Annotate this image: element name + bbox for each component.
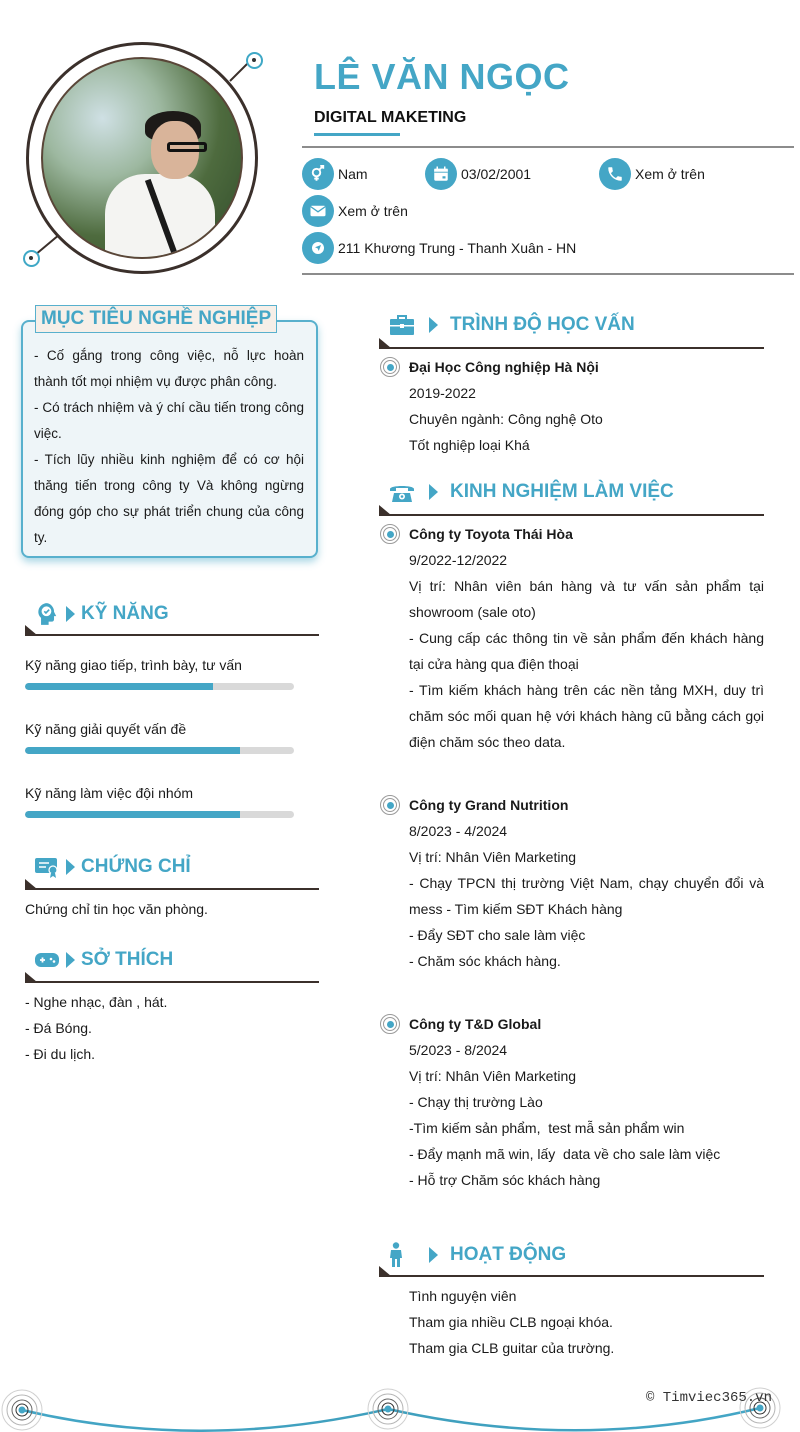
skill-label: Kỹ năng làm việc đội nhóm <box>25 785 194 801</box>
footer-copyright[interactable]: © Timviec365.vn <box>645 1390 772 1406</box>
objective-line: - Cố gắng trong công việc, nỗ lực hoàn thành tốt mọi nhiệm vụ được phân công. <box>34 348 304 389</box>
phone-icon <box>599 158 631 190</box>
job-detail: - Đẩy SĐT cho sale làm việc <box>409 927 586 943</box>
briefcase-icon <box>388 314 416 336</box>
gamepad-icon <box>34 949 60 971</box>
job-detail: - Chăm sóc khách hàng. <box>409 953 561 969</box>
contact-address <box>302 232 576 264</box>
phone-value: Xem ở trên <box>635 166 705 182</box>
job-detail: - Hỗ trợ Chăm sóc khách hàng <box>409 1172 601 1188</box>
job-period: 8/2023 - 4/2024 <box>409 823 508 839</box>
contact-gender <box>302 158 368 190</box>
hobby-item: - Nghe nhạc, đàn , hát. <box>25 994 168 1010</box>
company-name: Công ty Toyota Thái Hòa <box>409 526 573 542</box>
activities-heading <box>388 1242 566 1268</box>
skill-bar <box>25 811 294 818</box>
hobby-item: - Đá Bóng. <box>25 1020 92 1036</box>
target-icon <box>368 1389 408 1429</box>
contact-phone <box>599 158 705 190</box>
activities-divider <box>379 1275 764 1277</box>
certificates-heading <box>34 855 191 879</box>
experience-entry <box>409 792 764 974</box>
job-detail: Vị trí: Nhân Viên Marketing <box>409 849 577 865</box>
email-value: Xem ở trên <box>338 203 408 219</box>
experience-divider <box>379 514 764 516</box>
experience-heading <box>388 481 674 503</box>
section-arrow-icon <box>429 484 438 500</box>
job-detail: - Tìm kiếm khách hàng trên các nền tảng MXH, duy trì chăm sóc mối quan hệ với khách hàng cũ bằng cách gọi điện chăm sóc theo data. <box>409 682 764 750</box>
timeline-bullet-icon <box>380 524 400 544</box>
job-detail: - Cung cấp các thông tin về sản phẩm đến khách hàng tại cửa hàng qua điện thoại <box>409 630 764 672</box>
experience-entry <box>409 1011 764 1193</box>
hobby-item: - Đi du lịch. <box>25 1046 96 1062</box>
skills-title: KỸ NĂNG <box>81 603 169 624</box>
job-detail: - Đẩy mạnh mã win, lấy data về cho sale làm việc <box>409 1146 721 1162</box>
hobbies-heading <box>34 949 173 971</box>
timeline-bullet-icon <box>380 357 400 377</box>
skills-heading <box>34 601 169 627</box>
job-detail: -Tìm kiếm sản phẩm, test mẫ sản phẩm win <box>409 1120 685 1136</box>
job-detail: - Chạy TPCN thị trường Việt Nam, chạy chuyển đổi và mess - Tìm kiếm SĐT Khách hàng <box>409 875 764 917</box>
skill-bar <box>25 747 294 754</box>
education-major: Chuyên ngành: Công nghệ Oto <box>409 411 603 427</box>
company-name: Công ty Grand Nutrition <box>409 797 569 813</box>
objective-text <box>34 343 304 551</box>
candidate-name: LÊ VĂN NGỌC <box>314 56 570 97</box>
activities-list <box>409 1283 614 1361</box>
gender-value: Nam <box>338 166 368 182</box>
skills-divider <box>25 634 319 636</box>
telephone-desk-icon <box>388 481 416 503</box>
activity-item: Tình nguyện viên <box>409 1288 517 1304</box>
activity-item: Tham gia nhiều CLB ngoại khóa. <box>409 1314 613 1330</box>
section-arrow-icon <box>66 606 75 622</box>
certificates-divider <box>25 888 319 890</box>
objective-title: MỤC TIÊU NGHỀ NGHIỆP <box>35 305 277 333</box>
calendar-icon <box>425 158 457 190</box>
brain-check-icon <box>34 601 60 627</box>
education-heading <box>388 314 635 336</box>
avatar-node-bottom <box>23 250 40 267</box>
section-arrow-icon <box>429 1247 438 1263</box>
job-title-underline <box>314 133 400 136</box>
email-icon <box>302 195 334 227</box>
hobbies-title: SỞ THÍCH <box>81 949 174 970</box>
education-title: TRÌNH ĐỘ HỌC VẤN <box>450 314 635 335</box>
person-icon <box>388 1242 404 1268</box>
avatar-node-top <box>246 52 263 69</box>
experience-entry <box>409 521 764 755</box>
job-title: DIGITAL MAKETING <box>314 109 467 126</box>
certificates-title: CHỨNG CHỈ <box>81 856 191 877</box>
hobbies-list <box>25 989 167 1067</box>
job-detail: Vị trí: Nhân Viên Marketing <box>409 1068 577 1084</box>
contact-divider-bottom <box>302 273 794 275</box>
hobbies-divider <box>25 981 319 983</box>
contact-email <box>302 195 408 227</box>
section-arrow-icon <box>66 859 75 875</box>
objective-line: - Có trách nhiệm và ý chí cầu tiến trong công việc. <box>34 400 304 441</box>
skill-label: Kỹ năng giao tiếp, trình bày, tư vấn <box>25 657 242 673</box>
contact-divider-top <box>302 146 794 148</box>
address-value: 211 Khương Trung - Thanh Xuân - HN <box>338 240 577 256</box>
target-icon <box>2 1390 42 1430</box>
footer-wave <box>0 1380 800 1432</box>
certificate-item: Chứng chỉ tin học văn phòng. <box>25 901 208 917</box>
location-icon <box>302 232 334 264</box>
contact-birthday <box>425 158 531 190</box>
section-arrow-icon <box>66 952 75 968</box>
job-detail: Vị trí: Nhân viên bán hàng và tư vấn sản phẩm tại showroom (sale oto) <box>409 578 764 620</box>
avatar <box>41 57 243 259</box>
activities-title: HOẠT ĐỘNG <box>450 1244 567 1265</box>
experience-title: KINH NGHIỆM LÀM VIỆC <box>450 481 674 502</box>
skill-label: Kỹ năng giải quyết vấn đề <box>25 721 187 737</box>
timeline-bullet-icon <box>380 795 400 815</box>
activity-item: Tham gia CLB guitar của trường. <box>409 1340 615 1356</box>
school-name: Đại Học Công nghiệp Hà Nội <box>409 359 599 375</box>
education-divider <box>379 347 764 349</box>
timeline-bullet-icon <box>380 1014 400 1034</box>
objective-line: - Tích lũy nhiều kinh nghiệm để có cơ hội thăng tiến trong công ty Và không ngừng đóng góp cho sự phát triển chung của công ty. <box>34 452 304 545</box>
job-period: 9/2022-12/2022 <box>409 552 508 568</box>
section-arrow-icon <box>429 317 438 333</box>
education-grade: Tốt nghiệp loại Khá <box>409 437 530 453</box>
skill-bar <box>25 683 294 690</box>
certificate-icon <box>34 855 60 879</box>
birthday-value: 03/02/2001 <box>461 166 532 182</box>
company-name: Công ty T&D Global <box>409 1016 542 1032</box>
job-detail: - Chạy thị trường Lào <box>409 1094 543 1110</box>
gender-icon <box>302 158 334 190</box>
education-period: 2019-2022 <box>409 385 476 401</box>
job-period: 5/2023 - 8/2024 <box>409 1042 508 1058</box>
education-entry <box>409 354 764 458</box>
